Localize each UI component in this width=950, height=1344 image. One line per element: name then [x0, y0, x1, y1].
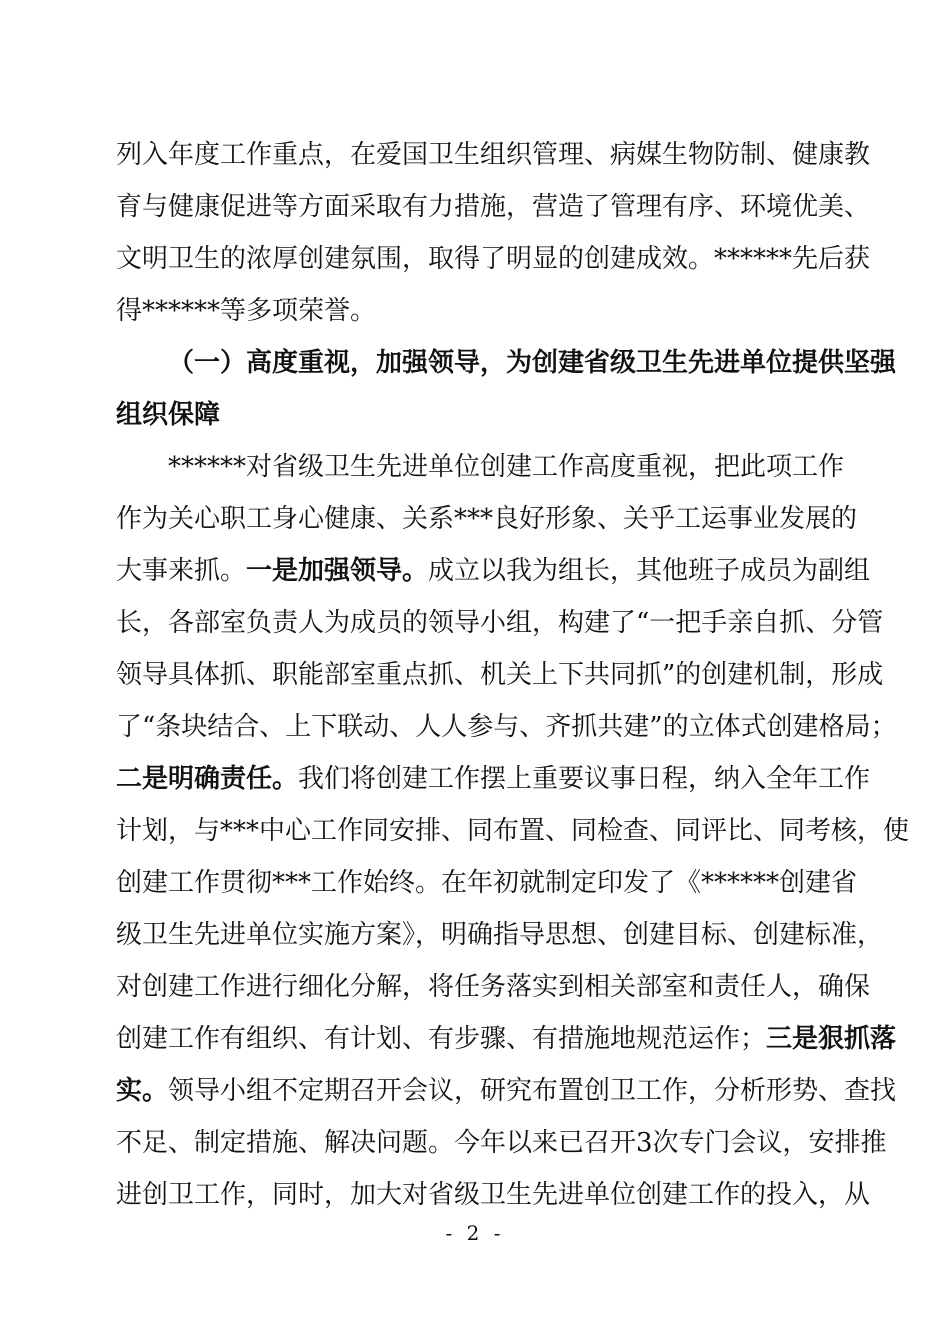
paragraph-line — [116, 961, 871, 1013]
paragraph-line — [116, 805, 910, 857]
paragraph-line — [116, 441, 845, 493]
text-segment: （一）高度重视，加强领导，为创建省级卫生先进单位提供坚强 — [168, 348, 897, 378]
bold-text-segment: 二是明确责任。 — [116, 764, 299, 794]
text-segment: 组织保障 — [116, 400, 221, 430]
paragraph-line — [116, 181, 871, 233]
text-segment: 我们将创建工作摆上重要议事日程，纳入全年工作 — [298, 764, 871, 794]
text-segment: 进创卫工作，同时，加大对省级卫生先进单位创建工作的投入，从 — [116, 1180, 871, 1210]
paragraph-line — [116, 597, 884, 649]
paragraph-line — [116, 909, 884, 961]
text-segment: 创建工作贯彻***工作始终。在年初就制定印发了《******创建省 — [116, 868, 858, 898]
text-segment: 长，各部室负责人为成员的领导小组，构建了“一把手亲自抓、分管 — [116, 608, 884, 638]
section-heading-line — [116, 389, 836, 441]
page-number: - 2 - — [445, 1221, 505, 1245]
text-segment: 领导具体抓、职能部室重点抓、机关上下共同抓”的创建机制，形成 — [116, 660, 884, 690]
text-segment: 育与健康促进等方面采取有力措施，营造了管理有序、环境优美、 — [116, 192, 871, 222]
text-segment: 文明卫生的浓厚创建氛围，取得了明显的创建成效。******先后获 — [116, 244, 871, 274]
text-segment: 大事来抓。 — [116, 556, 247, 586]
text-segment: 计划，与***中心工作同安排、同布置、同检查、同评比、同考核，使 — [116, 816, 910, 846]
paragraph-line — [116, 129, 871, 181]
paragraph-line — [116, 1065, 897, 1117]
paragraph-line — [116, 1013, 897, 1065]
text-segment: 作为关心职工身心健康、关系***良好形象、关乎工运事业发展的 — [116, 504, 858, 534]
text-segment: 列入年度工作重点，在爱国卫生组织管理、病媒生物防制、健康教 — [116, 140, 871, 170]
text-segment: ******对省级卫生先进单位创建工作高度重视，把此项工作 — [168, 452, 845, 482]
paragraph-line — [116, 701, 897, 753]
text-segment: 创建工作有组织、有计划、有步骤、有措施地规范运作； — [116, 1024, 767, 1054]
paragraph-line — [116, 233, 871, 285]
paragraph-line — [116, 285, 836, 337]
text-segment: 级卫生先进单位实施方案》，明确指导思想、创建目标、创建标准， — [116, 920, 884, 950]
text-segment: 领导小组不定期召开会议，研究布置创卫工作，分析形势、查找 — [168, 1076, 897, 1106]
bold-text-segment: 一是加强领导。 — [246, 556, 429, 586]
paragraph-line — [116, 545, 871, 597]
section-heading-line — [116, 337, 897, 389]
bold-text-segment: 三是狠抓落 — [766, 1024, 897, 1054]
paragraph-line — [116, 1169, 871, 1221]
text-segment: 得******等多项荣誉。 — [116, 296, 377, 326]
text-segment: 对创建工作进行细化分解，将任务落实到相关部室和责任人，确保 — [116, 972, 871, 1002]
text-segment: 不足、制定措施、解决问题。今年以来已召开3次专门会议，安排推 — [116, 1128, 887, 1158]
paragraph-line — [116, 1117, 887, 1169]
text-segment: 成立以我为组长，其他班子成员为副组 — [428, 556, 871, 586]
paragraph-line — [116, 857, 858, 909]
paragraph-line — [116, 753, 871, 805]
paragraph-line — [116, 493, 858, 545]
paragraph-line — [116, 649, 884, 701]
bold-text-segment: 实。 — [116, 1076, 169, 1106]
text-segment: 了“条块结合、上下联动、人人参与、齐抓共建”的立体式创建格局； — [116, 712, 897, 742]
